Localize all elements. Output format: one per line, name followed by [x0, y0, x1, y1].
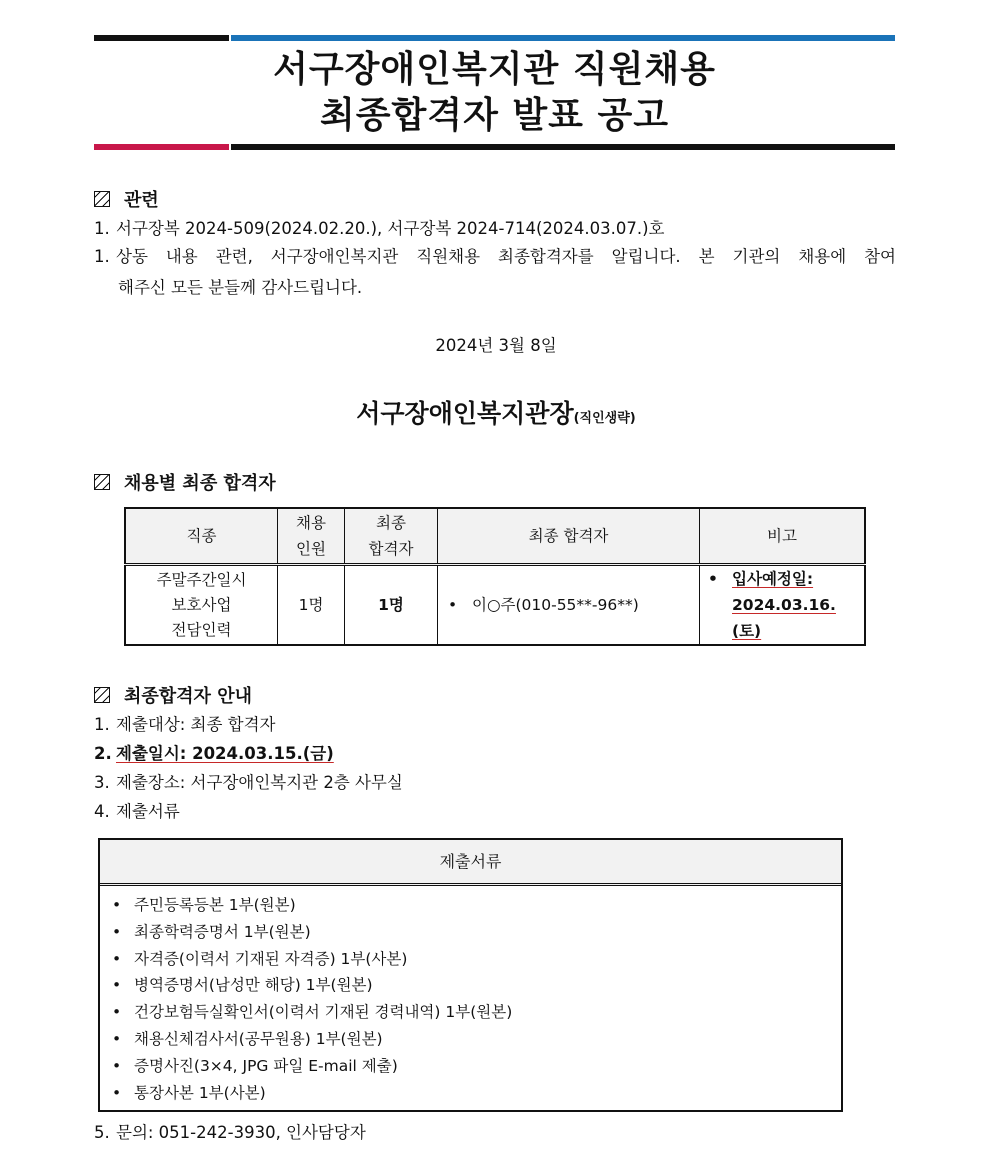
related-item-1-num: 1. [94, 219, 110, 238]
cell-final: 1명 [345, 565, 438, 646]
guide-item-3-num: 3. [94, 773, 110, 792]
guide-item-4-num: 4. [94, 802, 110, 821]
guide-item-1-text: 제출대상: 최종 합격자 [116, 715, 276, 734]
bullet: • [448, 596, 458, 614]
related-item-2-num: 1. [94, 247, 110, 266]
related-item-2-text: 상동 내용 관련, 서구장애인복지관 직원채용 최종합격자를 알립니다. 본 기관의 채용에 참여 [116, 247, 896, 266]
notice-date: 2024년 3월 8일 [435, 336, 557, 355]
list-item: • 채용신체검사서(공무원용) 1부(원본) [112, 1026, 841, 1053]
guide-item-3 [94, 772, 403, 794]
cell-job-line3: 전담인력 [171, 620, 232, 639]
bullet: • [708, 570, 718, 588]
section-guide-heading [94, 682, 252, 708]
col-job: 직종 [125, 508, 278, 565]
documents-box [98, 838, 843, 1112]
guide-item-2 [94, 743, 334, 765]
guide-item-4-text: 제출서류 [116, 802, 180, 821]
signature [0, 394, 992, 430]
results-table [124, 507, 866, 646]
header-top-bar-dark [94, 35, 229, 41]
list-item: • 주민등록등본 1부(원본) [112, 892, 841, 919]
cell-job-line2: 보호사업 [171, 595, 232, 614]
results-table-header-row [125, 508, 865, 565]
cell-quota: 1명 [278, 565, 345, 646]
table-row [125, 565, 865, 646]
related-item-2-cont: 해주신 모든 분들께 감사드립니다. [118, 278, 363, 297]
documents-box-title: 제출서류 [100, 840, 841, 886]
hatched-box-icon [94, 474, 110, 490]
guide-item-2-num: 2. [94, 744, 112, 763]
documents-list [100, 886, 841, 1106]
list-item: • 통장사본 1부(사본) [112, 1080, 841, 1107]
list-item: • 증명사진(3×4, JPG 파일 E-mail 제출) [112, 1053, 841, 1080]
col-passers: 최종 합격자 [438, 508, 700, 565]
related-item-1 [94, 218, 665, 240]
guide-contact [94, 1122, 366, 1144]
guide-contact-num: 5. [94, 1123, 110, 1142]
section-guide-title: 최종합격자 안내 [124, 686, 252, 707]
col-final [345, 508, 438, 565]
guide-item-4 [94, 801, 180, 823]
cell-remark-line2 [708, 592, 864, 644]
col-remark: 비고 [700, 508, 866, 565]
guide-item-1 [94, 714, 276, 736]
section-related-title: 관련 [124, 190, 159, 211]
page-title-line1: 서구장애인복지관 직원채용 [273, 49, 716, 90]
hatched-box-icon [94, 687, 110, 703]
header-bottom-bar-dark [231, 144, 895, 150]
list-item: • 자격증(이력서 기재된 자격증) 1부(사본) [112, 946, 841, 973]
header-bottom-bar-red [94, 144, 229, 150]
cell-passer [438, 565, 700, 646]
col-final-line2: 합격자 [368, 540, 414, 558]
guide-item-2-text: 제출일시: 2024.03.15.(금) [116, 744, 334, 763]
col-final-line1: 최종 [376, 514, 406, 532]
col-quota-line2: 인원 [296, 540, 326, 558]
guide-contact-text: 문의: 051-242-3930, 인사담당자 [116, 1123, 366, 1142]
col-quota [278, 508, 345, 565]
list-item: • 최종학력증명서 1부(원본) [112, 919, 841, 946]
cell-remark-label: 입사예정일: [732, 570, 814, 588]
section-results-title: 채용별 최종 합격자 [124, 473, 276, 494]
list-item: • 병역증명서(남성만 해당) 1부(원본) [112, 972, 841, 999]
col-quota-line1: 채용 [296, 514, 326, 532]
hatched-box-icon [94, 191, 110, 207]
signature-org: 서구장애인복지관장 [356, 399, 574, 428]
related-item-2 [94, 246, 896, 268]
cell-remark-line1 [708, 566, 864, 592]
section-related-heading [94, 186, 159, 212]
cell-passer-text: 이○주(010-55**-96**) [472, 596, 639, 614]
header-top-bar-blue [231, 35, 895, 41]
section-results-heading [94, 469, 276, 495]
cell-job [125, 565, 278, 646]
cell-job-line1: 주말주간일시 [156, 570, 247, 589]
guide-item-3-text: 제출장소: 서구장애인복지관 2층 사무실 [116, 773, 403, 792]
cell-remark [700, 565, 866, 646]
guide-item-1-num: 1. [94, 715, 110, 734]
cell-remark-date: 2024.03.16.(토) [732, 596, 836, 640]
list-item: • 건강보험득실확인서(이력서 기재된 경력내역) 1부(원본) [112, 999, 841, 1026]
related-item-1-text: 서구장복 2024-509(2024.02.20.), 서구장복 2024-714(2024.03.07.)호 [116, 219, 665, 238]
signature-note: (직인생략) [573, 411, 636, 426]
page-title-line2: 최종합격자 발표 공고 [319, 95, 670, 136]
